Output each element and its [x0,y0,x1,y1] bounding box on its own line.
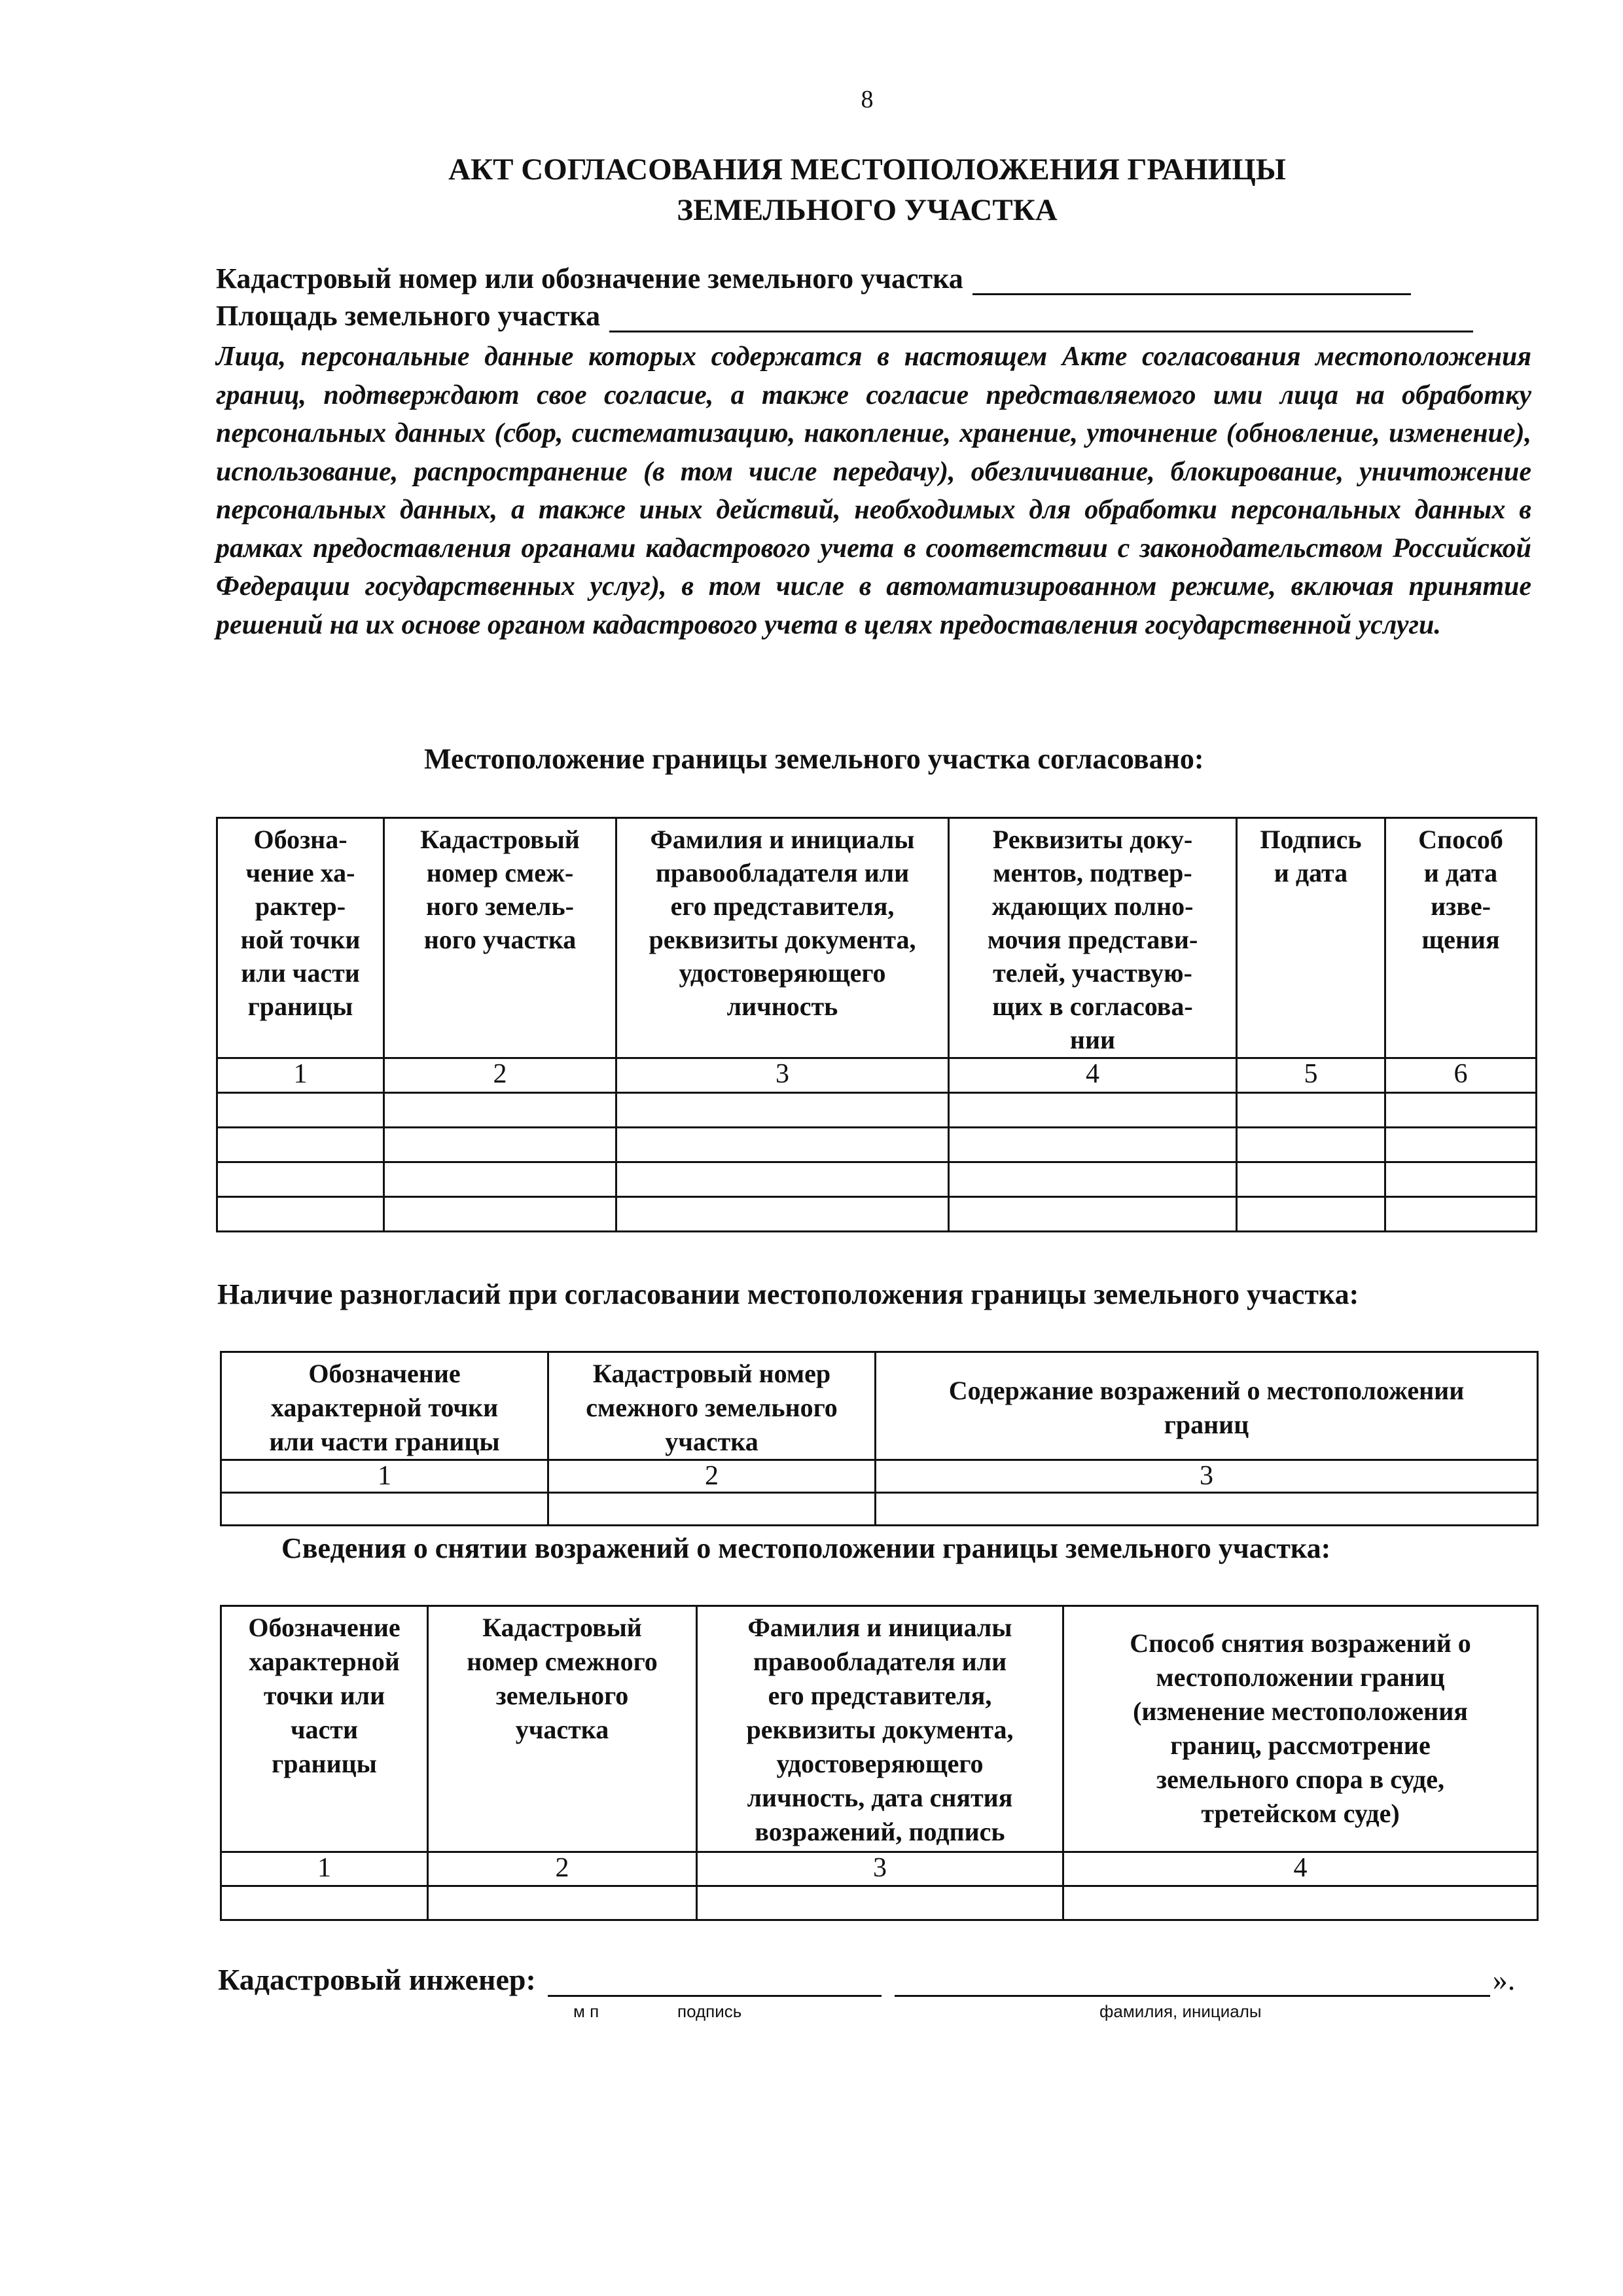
header-text-line: рактер- [255,891,346,921]
header-text-line: участка [665,1427,758,1456]
table-cell[interactable] [697,1886,1063,1920]
cadastral-number-blank [972,267,1411,295]
header-text-line: местоположении границ [1156,1662,1445,1692]
table-cell[interactable] [221,1493,548,1526]
header-text-line: Кадастровый номер [592,1359,831,1388]
document-title [0,149,1623,230]
table1-header [616,818,949,1058]
table-cell[interactable] [949,1197,1237,1232]
header-text-line: щих в согласова- [992,992,1193,1021]
header-text-line: Способ [1418,825,1503,854]
name-blank[interactable] [895,1969,1490,1997]
header-text-line: Обозна- [253,825,348,854]
header-text-line: границ, рассмотрение [1170,1731,1431,1760]
table2-header [876,1352,1538,1460]
table-cell[interactable] [1385,1197,1537,1232]
table3-header-row [221,1606,1538,1852]
table3-header [697,1606,1063,1852]
header-text-line: или части [241,958,360,988]
header-text-line: возражений, подпись [755,1817,1005,1846]
header-text-line: Обозначение [248,1613,401,1642]
header-text-line: характерной [249,1647,400,1676]
column-number: 2 [548,1460,876,1493]
header-text-line: ждающих полно- [991,891,1194,921]
table1-header [384,818,616,1058]
header-text-line: ного земель- [426,891,574,921]
column-number: 3 [876,1460,1538,1493]
header-text-line: удостоверяющего [776,1749,984,1778]
table1-header-row [217,818,1537,1058]
closing-quote: ». [1492,1963,1516,1996]
table1-header [1237,818,1385,1058]
header-text-line: номер смежного [467,1647,658,1676]
engineer-label: Кадастровый инженер: [218,1963,536,1996]
table-cell[interactable] [876,1493,1538,1526]
table-cell[interactable] [384,1162,616,1197]
table-cell[interactable] [217,1197,384,1232]
consent-paragraph: Лица, персональные данные которых содержатся в настоящем Акте согласования местоположения границ, подтверждают свое согласие, а также согласие представляемого ими лица на обработку персональных данных (сбор, систематизацию, накопление, хранение, уточнение (обновление, изменение), использование, распространение (в том числе передачу), обезличивание, блокирование, уничтожение персональных данных, а также иных действий, необходимых для обработки персональных данных в рамках предоставления органами кадастрового учета в соответствии с законодательством Российской Федерации государственных услуг), в том числе в автоматизированном режиме, включая принятие решений на их основе органом кадастрового учета в целях предоставления государственной услуги. [216,342,1531,640]
table-cell[interactable] [949,1093,1237,1128]
table-cell[interactable] [217,1162,384,1197]
table-cell[interactable] [1237,1197,1385,1232]
header-text-line: Способ снятия возражений о [1130,1628,1471,1658]
header-text-line: Реквизиты доку- [992,825,1193,854]
table-cell[interactable] [1237,1162,1385,1197]
table3-header [428,1606,697,1852]
header-text-line: щения [1421,925,1500,954]
page-number: 8 [861,86,874,113]
header-text-line: смежного земельного [586,1393,838,1422]
header-text-line: личность [726,992,838,1021]
header-text-line: Содержание возражений о местоположении [948,1376,1465,1405]
table3-number-row [221,1852,1538,1886]
name-caption: фамилия, инициалы [1099,2001,1262,2021]
table3-empty-row[interactable] [221,1886,1538,1920]
header-text-line: ного участка [423,925,577,954]
header-text-line: и дата [1274,858,1348,888]
header-text-line: (изменение местоположения [1133,1696,1468,1726]
stamp-caption: м п [573,2001,599,2021]
disagreements-table [220,1351,1539,1526]
section2-heading: Наличие разногласий при согласовании местоположения границы земельного участка: [217,1278,1359,1310]
area-field [216,299,1473,332]
header-text-line: и дата [1423,858,1498,888]
table-cell[interactable] [1385,1162,1537,1197]
header-text-line: личность, дата снятия [747,1783,1013,1812]
header-text-line: его представителя, [670,891,895,921]
table1-empty-row[interactable] [217,1197,1537,1232]
header-text-line: границ [1164,1410,1249,1439]
column-number: 1 [221,1460,548,1493]
table1-empty-row[interactable] [217,1093,1537,1128]
column-number: 1 [217,1058,384,1093]
area-label: Площадь земельного участка [216,300,601,332]
objections-removal-table [220,1605,1539,1921]
cadastral-number-field [216,262,1411,295]
column-number: 5 [1237,1058,1385,1093]
cadastral-engineer-line [218,1962,1515,1997]
table-cell[interactable] [384,1093,616,1128]
section1-heading: Местоположение границы земельного участка согласовано: [424,743,1204,775]
column-number: 2 [384,1058,616,1093]
table-cell[interactable] [616,1093,949,1128]
header-text-line: третейском суде) [1201,1799,1400,1828]
header-text-line: характерной точки [270,1393,499,1422]
table-cell[interactable] [616,1162,949,1197]
table1-empty-row[interactable] [217,1162,1537,1197]
header-text-line: части [290,1715,358,1744]
table-cell[interactable] [1237,1093,1385,1128]
table-cell[interactable] [1385,1128,1537,1162]
agreement-table [216,817,1537,1232]
table1-number-row [217,1058,1537,1093]
table-cell[interactable] [949,1128,1237,1162]
table1-header [217,818,384,1058]
header-text-line: Обозначение [308,1359,461,1388]
header-text-line: Подпись [1260,825,1362,854]
header-text-line: Кадастровый [420,825,580,854]
header-text-line: правообладателя или [655,858,910,888]
table-cell[interactable] [1385,1093,1537,1128]
header-text-line: Фамилия и инициалы [747,1613,1012,1642]
table-cell[interactable] [616,1197,949,1232]
table2-number-row [221,1460,1538,1493]
header-text-line: ной точки [240,925,361,954]
table2-header [548,1352,876,1460]
table-cell[interactable] [384,1197,616,1232]
table-cell[interactable] [949,1162,1237,1197]
column-number: 4 [949,1058,1237,1093]
header-text-line: номер смеж- [426,858,574,888]
column-number: 2 [428,1852,697,1886]
table-cell[interactable] [428,1886,697,1920]
header-text-line: его представителя, [768,1681,992,1710]
header-text-line: земельного спора в суде, [1156,1765,1444,1794]
area-blank [609,304,1473,332]
header-text-line: ментов, подтвер- [993,858,1192,888]
column-number: 3 [616,1058,949,1093]
header-text-line: нии [1069,1025,1116,1054]
header-text-line: изве- [1431,891,1491,921]
signature-caption: подпись [677,2001,742,2021]
header-text-line: чение ха- [245,858,355,888]
table2-header-row [221,1352,1538,1460]
table-cell[interactable] [1063,1886,1538,1920]
column-number: 1 [221,1852,428,1886]
header-text-line: правообладателя или [753,1647,1007,1676]
header-text-line: мочия представи- [987,925,1198,954]
header-text-line: удостоверяющего [679,958,886,988]
header-text-line: Кадастровый [482,1613,642,1642]
table-cell[interactable] [384,1128,616,1162]
table1-empty-row[interactable] [217,1128,1537,1162]
table-cell[interactable] [217,1128,384,1162]
table-cell[interactable] [548,1493,876,1526]
table-cell[interactable] [1237,1128,1385,1162]
column-number: 6 [1385,1058,1537,1093]
section3-heading: Сведения о снятии возражений о местоположении границы земельного участка: [281,1532,1331,1564]
table-cell[interactable] [217,1093,384,1128]
table-cell[interactable] [221,1886,428,1920]
header-text-line: реквизиты документа, [746,1715,1014,1744]
header-text-line: земельного [495,1681,629,1710]
table2-empty-row[interactable] [221,1493,1538,1526]
title-line-1: АКТ СОГЛАСОВАНИЯ МЕСТОПОЛОЖЕНИЯ ГРАНИЦЫ [448,152,1286,187]
table3-header [221,1606,428,1852]
header-text-line: реквизиты документа, [649,925,916,954]
title-line-2: ЗЕМЕЛЬНОГО УЧАСТКА [677,193,1058,227]
signature-blank[interactable] [548,1969,882,1997]
header-text-line: телей, участвую- [993,958,1192,988]
table2-header [221,1352,548,1460]
cadastral-number-label: Кадастровый номер или обозначение земельного участка [216,262,963,295]
table3-header [1063,1606,1538,1852]
header-text-line: границы [272,1749,377,1778]
column-number: 3 [697,1852,1063,1886]
header-text-line: или части границы [269,1427,500,1456]
table-cell[interactable] [616,1128,949,1162]
table1-header [949,818,1237,1058]
column-number: 4 [1063,1852,1538,1886]
header-text-line: Фамилия и инициалы [650,825,915,854]
table1-header [1385,818,1537,1058]
header-text-line: участка [515,1715,609,1744]
header-text-line: точки или [263,1681,385,1710]
header-text-line: границы [247,992,353,1021]
